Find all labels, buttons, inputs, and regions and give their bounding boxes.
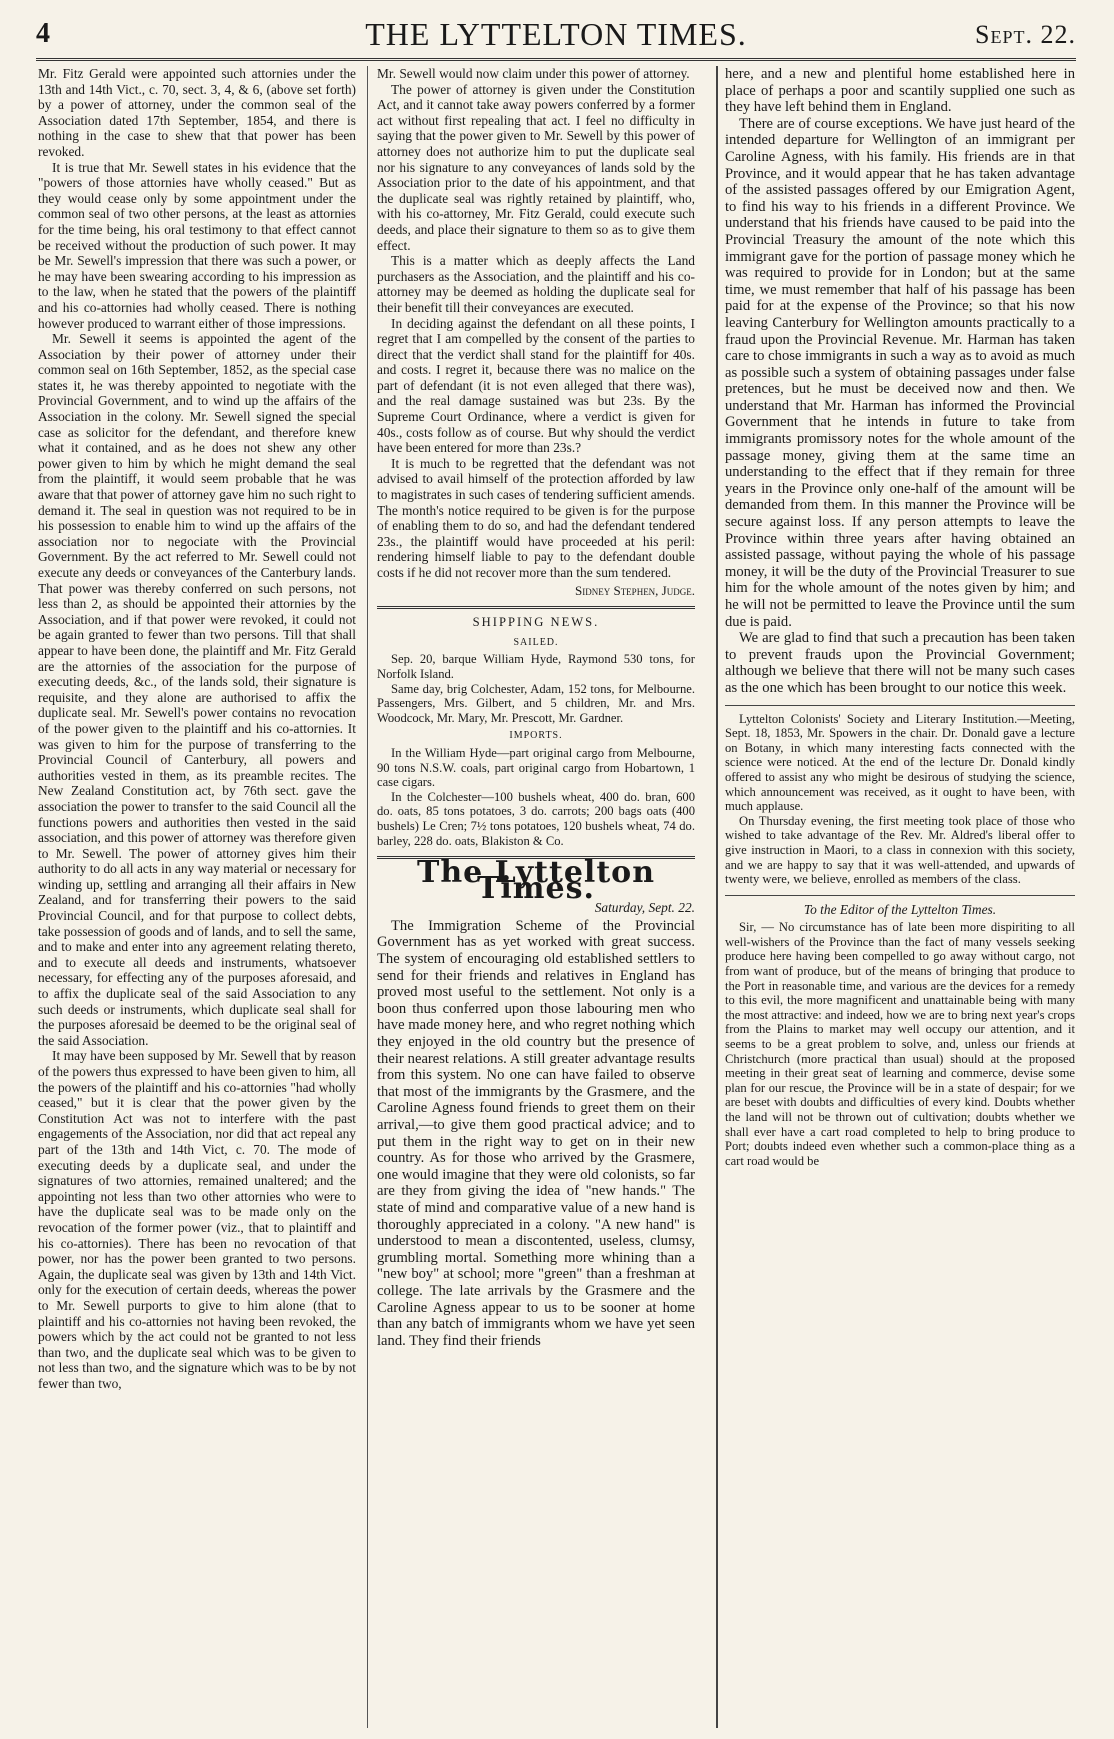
import-entry: In the Colchester—100 bushels wheat, 400 do. bran, 600 do. oats, 85 tons potatoes, 3 do. carrots; 200 bags oats (400 bushels) Le Cren; 7½ tons potatoes, 120 bushels wheat, 74 do. barley, 228 do. oats, Blakiston & Co.	[377, 789, 695, 848]
editorial-paragraph: There are of course exceptions. We have just heard of the intended departure for Wellington of an immigrant per Caroline Agness, with his family. His friends are in that Province, and it would appear that he has taken advantage of the assisted passages offered by our Emigration Agent, to find his way to his friends in a different Province. We understand that his friends have caused to be paid into the Provincial Treasury the amount of the note which this immigrant gave for the portion of passage money which he was required to provide for in London; but at the same time, we must remember that half of his passage has been paid for at the expense of the Province; so that his now leaving Canterbury for Wellington amounts practically to a fraud upon the Provincial Revenue. Mr. Harman has taken care to chose immigrants in such a way as to avoid as much as possible such a system of obtaining passages under false pretences, but he must be deceived now and then. We understand that Mr. Harman has informed the Provincial Government that he intends in future to take from immigrants promissory notes for the whole amount of the passage money, giving them at the same time an understanding to the effect that if they remain for three years in the Province only one-half of the amount will be demanded from them. In this manner the Province will be secure against loss. If any person attempts to leave the Province within three years after having obtained an assisted passage, without paying the whole of his passage money, it will be the duty of the Provincial Treasurer to sue him for the whole amount of the notes given by him; and he will not be permitted to leave the Province until the sum due is paid.	[725, 115, 1075, 630]
issue-date: Sept. 22.	[975, 20, 1076, 49]
column-3	[725, 66, 1075, 1728]
section-rule	[377, 606, 695, 609]
sailed-heading: SAILED.	[513, 636, 559, 648]
editorial-paragraph: here, and a new and plentiful home established here in place of perhaps a poor and scantily supplied one such as they have left behind them in England.	[725, 66, 1075, 116]
imports-heading: IMPORTS.	[509, 730, 563, 742]
shipping-entry: Same day, brig Colchester, Adam, 152 tons, for Melbourne. Passengers, Mrs. Gilbert, and 5 children, Mr. and Mrs. Woodcock, Mr. Mary, Mr. Prescott, Mr. Gardner.	[377, 681, 695, 725]
editorial-dateline: Saturday, Sept. 22.	[594, 900, 695, 916]
article-paragraph: Mr. Sewell would now claim under this power of attorney.	[377, 66, 690, 81]
newspaper-title: THE LYTTELTON TIMES.	[365, 16, 747, 52]
editorial-paragraph: We are glad to find that such a precaution has been taken to prevent frauds upon the Provincial Government; although we believe that there will not be many such cases as the one which has been brought to our notice this week.	[725, 630, 1075, 696]
shipping-entry: Sep. 20, barque William Hyde, Raymond 530 tons, for Norfolk Island.	[377, 652, 695, 681]
article-paragraph: It may have been supposed by Mr. Sewell that by reason of the powers thus expressed to have been given to him, all the powers of the plaintiff and his co-attornies "had wholly ceased," but it is clear that the power given by the Constitution Act was not to interfere with the past engagements of the Association, nor did that act repeal any part of the 13th and 14th Vict, c. 70. The mode of executing deeds by a duplicate seal, and under the signatures of two attornies, remained unaltered; and the appointing not less than two other attornies who were to have the duplicate seal was to be made only on the revocation of the former power (viz., that to plaintiff and his co-attornies). There has been no revocation of that power, nor has the power been granted to two persons. Again, the duplicate seal was given by 13th and 14th Vict. only for the execution of certain deeds, whereas the power to Mr. Sewell purports to give to him alone (that to plaintiff and his co-attornies not having been revoked, the powers which by the act could not be granted to not less than two, and the duplicate seal which was to be given to not less than two, and the signature which was to be by not fewer than two,	[38, 1048, 356, 1391]
column-divider	[367, 66, 368, 1728]
article-paragraph: It is true that Mr. Sewell states in his evidence that the "powers of those attornies have wholly ceased." But as they would cease only by some appointment under the common seal of two other persons, at the least as attornies for the time being, his oral testimony to that effect cannot be received without the production of such power. It may be Mr. Sewell's impression that there was such a power, or he may have been swearing according to his impression as to the law, when he stated that the powers of the plaintiff and his co-attornies had wholly ceased. There is nothing however produced to warrant either of those impressions.	[38, 159, 356, 331]
masthead-rule	[36, 58, 1076, 61]
society-notice: Lyttelton Colonists' Society and Literary Institution.—Meeting, Sept. 18, 1853, Mr. Spowers in the chair. Dr. Donald gave a lecture on Botany, in which many interesting facts connected with the science were noticed. At the end of the lecture Dr. Donald kindly offered to assist any who might be desirous of studying the science, which announcement was received, as it ought to have been, with much applause.	[725, 711, 1075, 814]
editorial-masthead: The Lyttelton Times.	[417, 855, 655, 906]
letter-heading: To the Editor of the Lyttelton Times.	[803, 901, 997, 917]
article-paragraph: Mr. Fitz Gerald were appointed such attornies under the 13th and 14th Vict., c. 70, sect. 3, 4, & 6, (above set forth) by a power of attorney, under the common seal of the Association dated 17th September, 1854, and there is nothing in the case to shew that that power has been revoked.	[38, 66, 356, 159]
column-divider	[716, 66, 721, 1728]
article-paragraph: This is a matter which as deeply affects the Land purchasers as the Association, and the plaintiff and his co-attorney may be deemed as holding the duplicate seal for their benefit till their conveyances are executed.	[377, 253, 695, 315]
society-notice: On Thursday evening, the first meeting took place of those who wished to take advantage of the Rev. Mr. Aldred's liberal offer to give instruction in Maori, to a class in connexion with this society, and we are happy to say that it was well-attended, and upwards of twenty were, we believe, enrolled as members of the class.	[725, 813, 1075, 887]
masthead	[36, 14, 1076, 54]
editorial-paragraph: The Immigration Scheme of the Provincial Government has as yet worked with great success. The system of encouraging old established settlers to send for their friends and relatives in England has proved most useful to the settlement. Not only is a boon thus conferred upon those labouring men who have made money here, and who regret nothing which they enjoyed in the old country but the presence of their nearest relations. A still greater advantage results from this system. No one can have failed to observe that most of the immigrants by the Grasmere, and the Caroline Agness found friends to greet them on their arrival,—to give them good practical advice; and to put them in the right way to get on in their new country. As for those who arrived by the Grasmere, one would imagine that they were old colonists, so far are they from giving the idea of "new hands." The state of mind and comparative value of a new hand is thoroughly appreciated in a colony. "A new hand" is understood to mean a discontented, useless, clumsy, grumbling mortal. Something more whining than a "new boy" at school; more "green" than a freshman at college. The late arrivals by the Grasmere and the Caroline Agness appear to us to be sooner at home than any batch of immigrants whom we have yet seen land. They find their friends	[377, 917, 695, 1349]
letter-body: Sir, — No circumstance has of late been more dispiriting to all well-wishers of the Province than the fact of many vessels seeking produce here having been compelled to go away without cargo, not from want of produce, but of the means of bringing that produce to the Port in reasonable time, and various are the devices for a remedy to this evil, the more magnificent and unattainable being with many the most attractive: and indeed, how we are to bring next year's crops from the Plains to market may well occupy our attention, and it seems to be a great problem to solve, and, unless our friends at Christchurch (more practical than usual) should at the proposed meeting in their great seat of learning and commerce, devise some plan for our rescue, the Province will be in a state of despair; for we are beset with doubts and difficulties of every kind. Doubts whether the land will not be thrown out of cultivation; doubts whether we shall ever have a cart road completed to help to bring produce to Port; doubts indeed even whether such a common-place thing as a cart road would be	[725, 920, 1075, 1168]
article-paragraph: In deciding against the defendant on all these points, I regret that I am compelled by the consent of the parties to direct that the verdict shall stand for the plaintiff for 40s. and costs. I regret it, because there was no malice on the part of defendant (it is not even alleged that there was), and the real damage sustained was but 23s. By the Supreme Court Ordinance, where a verdict is given for 40s., costs follow as of course. But why should the verdict have been entered for more than 23s.?	[377, 315, 695, 456]
import-entry: In the William Hyde—part original cargo from Melbourne, 90 tons N.S.W. coals, part original cargo from Hobartown, 1 case cigars.	[377, 745, 695, 790]
column-2	[377, 66, 695, 1728]
article-paragraph: It is much to be regretted that the defendant was not advised to avail himself of the protection afforded by law to magistrates in such cases of tendering sufficient amends. The month's notice required to be given is for the purpose of enabling them to do so, and had the defendant tendered 23s., the plaintiff would have proceeded at his peril: rendering himself liable to pay to the defendant double costs if he did not recover more than the sum tendered.	[377, 455, 695, 580]
article-paragraph: The power of attorney is given under the Constitution Act, and it cannot take away powers conferred by a former act without first repealing that act. I feel no difficulty in saying that the power given to Mr. Sewell by this power of attorney does not authorize him to put the duplicate seal nor his signature to any conveyances of lands sold by the Association prior to the date of his appointment, and that the duplicate seal was rightly retained by plaintiff, who, with his co-attorney, Mr. Fitz Gerald, could execute such deeds, and place their signature to them so as to give them effect.	[377, 81, 695, 253]
article-paragraph: Mr. Sewell it seems is appointed the agent of the Association by their power of attorney under their common seal on 16th September, 1852, as the special case states it, he was thereby appointed to negotiate with the Provincial Government, and to wind up the affairs of the Association in the colony. Mr. Sewell signed the special case as solicitor for the defendant, and therefore knew what it contained, and as he does not shew any other power given to him by which he might demand the seal from the plaintiff, it would seem probable that he was aware that that power of attorney gave him no such right to demand it. The seal in question was not required to be in his possession to enable him to wind up the affairs of the association nor to negociate with the Provincial Government. By the act referred to Mr. Sewell could not execute any deeds or conveyances of the Canterbury lands. That power was thereby conferred on such persons, not less than 2, as should be appointed their attornies by the Association, and if that power were revoked, it could not be again granted to fewer than two persons. Till that shall appear to have been done, the plaintiff and Mr. Fitz Gerald are the attornies of the association for the purpose of executing deeds, &c., of the lands sold, their signature is requisite, and they alone are authorised to affix the duplicate seal. Mr. Sewell's power contains no revocation of the power given to the plaintiff and his co-attornies. It was given to him for the purpose of transferring to the Provincial Council of Canterbury, all powers and authorities vested in them, as its preamble recites. The New Zealand Constitution act, by 76th sect. gave the association the power to transfer to the said Council all the functions powers and authorities then vested in the said association, and this power of attorney was therefore given to Mr. Sewell. The power of attorney gives him their authority to do all acts in any way material or necessary for winding up, settling and arranging all their affairs in New Zealand, and for transferring their powers to the said Provincial Council, and for that purpose to collect debts, take possession of goods and of lands, and to sell the same, and to make and enter into any agreement relating thereto, and to execute all deeds and instruments, whatsoever necessary, for effecting any of the purposes aforesaid, and to affix the duplicate seal of the said Association to any such deeds or instruments, which duplicate seal shall for the purposes aforesaid be deemed to be the original seal of the said Association.	[38, 331, 356, 1048]
page-number: 4	[36, 18, 50, 49]
shipping-heading: SHIPPING NEWS.	[472, 615, 600, 630]
section-rule	[725, 895, 1075, 896]
section-rule	[725, 705, 1075, 706]
column-1	[38, 66, 356, 1728]
judge-signature: Sidney Stephen, Judge.	[574, 582, 695, 598]
